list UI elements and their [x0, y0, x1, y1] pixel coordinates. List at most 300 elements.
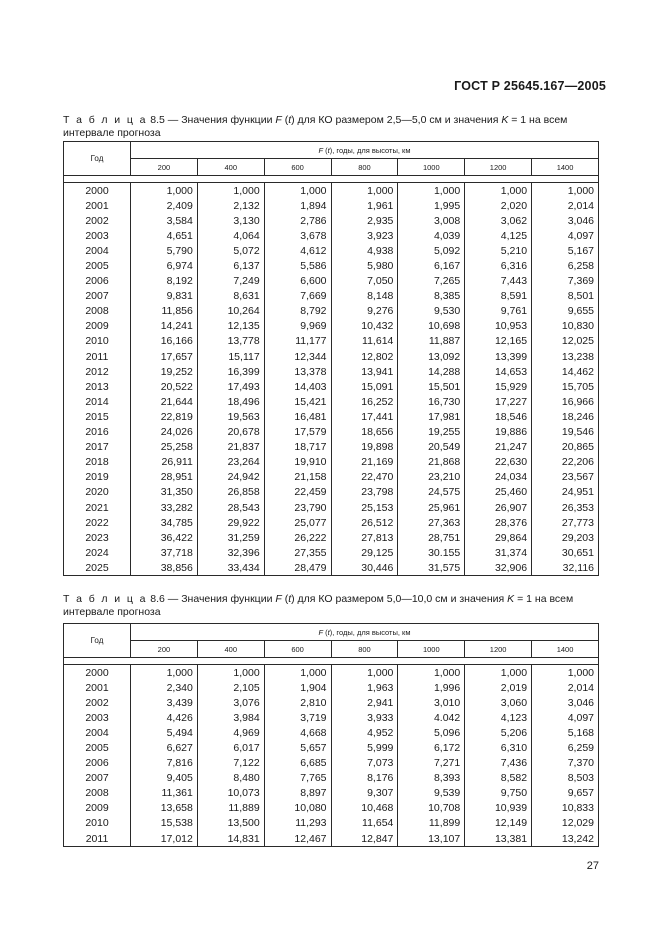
value-cell: 9,655: [532, 304, 599, 319]
value-cell: 18,246: [532, 409, 599, 424]
value-cell: 6,974: [131, 258, 198, 273]
table-row: [64, 289, 599, 304]
value-cell: 4,668: [264, 725, 331, 740]
value-cell: 14,831: [197, 831, 264, 847]
value-cell: 3,046: [532, 213, 599, 228]
height-header: 200: [131, 159, 198, 176]
height-header: 400: [197, 159, 264, 176]
value-cell: 6,310: [465, 740, 532, 755]
value-cell: 6,167: [398, 258, 465, 273]
value-cell: 12,135: [197, 319, 264, 334]
table-row: [64, 274, 599, 289]
table-row: [64, 801, 599, 816]
value-cell: 26,907: [465, 500, 532, 515]
height-header: 200: [131, 641, 198, 658]
value-cell: 29,864: [465, 530, 532, 545]
year-cell: 2022: [64, 515, 131, 530]
table-row: [64, 665, 599, 681]
value-cell: 18,717: [264, 440, 331, 455]
year-cell: 2010: [64, 816, 131, 831]
year-cell: 2016: [64, 425, 131, 440]
value-cell: 12,149: [465, 816, 532, 831]
value-cell: 3,008: [398, 213, 465, 228]
value-cell: 11,293: [264, 816, 331, 831]
value-cell: 10,708: [398, 801, 465, 816]
value-cell: 23,210: [398, 470, 465, 485]
value-cell: 32,906: [465, 560, 532, 576]
value-cell: 25,153: [331, 500, 398, 515]
value-cell: 14,462: [532, 364, 599, 379]
value-cell: 19,255: [398, 425, 465, 440]
value-cell: 14,288: [398, 364, 465, 379]
value-cell: 22,459: [264, 485, 331, 500]
value-cell: 8,176: [331, 771, 398, 786]
value-cell: 10,833: [532, 801, 599, 816]
value-cell: 12,029: [532, 816, 599, 831]
value-cell: 6,172: [398, 740, 465, 755]
year-cell: 2024: [64, 545, 131, 560]
year-cell: 2018: [64, 455, 131, 470]
value-cell: 1,000: [264, 665, 331, 681]
year-cell: 2007: [64, 289, 131, 304]
value-cell: 5,206: [465, 725, 532, 740]
value-cell: 7,073: [331, 756, 398, 771]
value-cell: 25,460: [465, 485, 532, 500]
value-cell: 30,446: [331, 560, 398, 576]
value-cell: 4,612: [264, 243, 331, 258]
value-cell: 11,856: [131, 304, 198, 319]
value-cell: 21,169: [331, 455, 398, 470]
value-cell: 9,307: [331, 786, 398, 801]
table-row: [64, 228, 599, 243]
value-cell: 15,929: [465, 379, 532, 394]
value-cell: 2,014: [532, 680, 599, 695]
value-cell: 1,000: [465, 183, 532, 199]
height-header-row: [64, 159, 599, 176]
value-cell: 10,953: [465, 319, 532, 334]
value-cell: 5,657: [264, 740, 331, 755]
value-cell: 19,898: [331, 440, 398, 455]
function-group-header: F (t), годы, для высоты, км: [131, 142, 599, 159]
value-cell: 6,316: [465, 258, 532, 273]
value-cell: 1,000: [131, 665, 198, 681]
value-cell: 2,810: [264, 695, 331, 710]
value-cell: 31,374: [465, 545, 532, 560]
year-cell: 2006: [64, 274, 131, 289]
value-cell: 8,582: [465, 771, 532, 786]
value-cell: 8,897: [264, 786, 331, 801]
value-cell: 29,922: [197, 515, 264, 530]
value-cell: 4,125: [465, 228, 532, 243]
value-cell: 9,530: [398, 304, 465, 319]
value-cell: 11,654: [331, 816, 398, 831]
value-cell: 31,575: [398, 560, 465, 576]
value-cell: 1,000: [197, 665, 264, 681]
height-header: 1200: [465, 159, 532, 176]
table-row: [64, 740, 599, 755]
value-cell: 6,258: [532, 258, 599, 273]
height-header: 600: [264, 159, 331, 176]
value-cell: 32,396: [197, 545, 264, 560]
value-cell: 16,166: [131, 334, 198, 349]
value-cell: 2,020: [465, 198, 532, 213]
year-cell: 2009: [64, 319, 131, 334]
value-cell: 2,409: [131, 198, 198, 213]
value-cell: 12,847: [331, 831, 398, 847]
table-row: [64, 409, 599, 424]
value-cell: 7,369: [532, 274, 599, 289]
value-cell: 19,252: [131, 364, 198, 379]
table-8-5-caption: Т а б л и ц а 8.5 — Значения функции F (t) для КО размером 2,5—5,0 см и значения K = 1 на всем интервале прогноза: [63, 114, 568, 139]
value-cell: 7,816: [131, 756, 198, 771]
table-row: [64, 213, 599, 228]
value-cell: 27,363: [398, 515, 465, 530]
year-cell: 2010: [64, 334, 131, 349]
value-cell: 7,443: [465, 274, 532, 289]
value-cell: 27,773: [532, 515, 599, 530]
value-cell: 4,969: [197, 725, 264, 740]
value-cell: 3,010: [398, 695, 465, 710]
value-cell: 9,750: [465, 786, 532, 801]
value-cell: 23,567: [532, 470, 599, 485]
value-cell: 2,014: [532, 198, 599, 213]
value-cell: 26,512: [331, 515, 398, 530]
value-cell: 3,060: [465, 695, 532, 710]
value-cell: 17,227: [465, 394, 532, 409]
value-cell: 4.042: [398, 710, 465, 725]
year-cell: 2011: [64, 349, 131, 364]
value-cell: 5,168: [532, 725, 599, 740]
value-cell: 19,910: [264, 455, 331, 470]
value-cell: 15,091: [331, 379, 398, 394]
value-cell: 3,046: [532, 695, 599, 710]
value-cell: 31,259: [197, 530, 264, 545]
value-cell: 2,105: [197, 680, 264, 695]
year-cell: 2005: [64, 258, 131, 273]
value-cell: 10,939: [465, 801, 532, 816]
value-cell: 30,651: [532, 545, 599, 560]
table-row: [64, 725, 599, 740]
value-cell: 27,355: [264, 545, 331, 560]
value-cell: 13,238: [532, 349, 599, 364]
table-row: [64, 319, 599, 334]
value-cell: 36,422: [131, 530, 198, 545]
table-8-5: [63, 141, 599, 576]
value-cell: 23,798: [331, 485, 398, 500]
value-cell: 21,247: [465, 440, 532, 455]
value-cell: 30.155: [398, 545, 465, 560]
value-cell: 5,210: [465, 243, 532, 258]
value-cell: 22,470: [331, 470, 398, 485]
value-cell: 28,951: [131, 470, 198, 485]
value-cell: 4,426: [131, 710, 198, 725]
value-cell: 20,522: [131, 379, 198, 394]
value-cell: 6,137: [197, 258, 264, 273]
value-cell: 21,644: [131, 394, 198, 409]
value-cell: 7,271: [398, 756, 465, 771]
value-cell: 13,242: [532, 831, 599, 847]
height-header: 400: [197, 641, 264, 658]
value-cell: 7,265: [398, 274, 465, 289]
value-cell: 19,563: [197, 409, 264, 424]
value-cell: 24,026: [131, 425, 198, 440]
value-cell: 25,077: [264, 515, 331, 530]
table-row: [64, 258, 599, 273]
value-cell: 4,097: [532, 228, 599, 243]
value-cell: 3,719: [264, 710, 331, 725]
value-cell: 17,012: [131, 831, 198, 847]
value-cell: 2,786: [264, 213, 331, 228]
table-row: [64, 560, 599, 576]
value-cell: 13,778: [197, 334, 264, 349]
year-cell: 2008: [64, 786, 131, 801]
value-cell: 1,961: [331, 198, 398, 213]
value-cell: 7,249: [197, 274, 264, 289]
year-cell: 2003: [64, 710, 131, 725]
value-cell: 29,203: [532, 530, 599, 545]
year-cell: 2004: [64, 725, 131, 740]
value-cell: 33,434: [197, 560, 264, 576]
value-cell: 25,258: [131, 440, 198, 455]
year-cell: 2003: [64, 228, 131, 243]
value-cell: 15,117: [197, 349, 264, 364]
year-cell: 2009: [64, 801, 131, 816]
value-cell: 15,421: [264, 394, 331, 409]
year-column-header: Год: [64, 624, 131, 658]
value-cell: 8,792: [264, 304, 331, 319]
value-cell: 10,073: [197, 786, 264, 801]
value-cell: 22,206: [532, 455, 599, 470]
value-cell: 34,785: [131, 515, 198, 530]
value-cell: 2,132: [197, 198, 264, 213]
value-cell: 4,651: [131, 228, 198, 243]
year-cell: 2008: [64, 304, 131, 319]
value-cell: 1,000: [197, 183, 264, 199]
height-header: 600: [264, 641, 331, 658]
value-cell: 8,503: [532, 771, 599, 786]
value-cell: 24,942: [197, 470, 264, 485]
value-cell: 11,889: [197, 801, 264, 816]
year-cell: 2000: [64, 183, 131, 199]
value-cell: 6,259: [532, 740, 599, 755]
value-cell: 22,630: [465, 455, 532, 470]
value-cell: 9,831: [131, 289, 198, 304]
value-cell: 2,019: [465, 680, 532, 695]
value-cell: 1,894: [264, 198, 331, 213]
year-cell: 2012: [64, 364, 131, 379]
value-cell: 26,222: [264, 530, 331, 545]
year-cell: 2000: [64, 665, 131, 681]
table-row: [64, 470, 599, 485]
value-cell: 12,802: [331, 349, 398, 364]
value-cell: 10,468: [331, 801, 398, 816]
value-cell: 10,830: [532, 319, 599, 334]
value-cell: 5,072: [197, 243, 264, 258]
value-cell: 2,340: [131, 680, 198, 695]
value-cell: 9,276: [331, 304, 398, 319]
function-group-header: F (t), годы, для высоты, км: [131, 624, 599, 641]
year-cell: 2017: [64, 440, 131, 455]
value-cell: 28,543: [197, 500, 264, 515]
year-cell: 2004: [64, 243, 131, 258]
value-cell: 9,657: [532, 786, 599, 801]
value-cell: 1,000: [331, 183, 398, 199]
value-cell: 1,000: [532, 183, 599, 199]
height-header: 1000: [398, 159, 465, 176]
value-cell: 17,441: [331, 409, 398, 424]
value-cell: 1,000: [465, 665, 532, 681]
value-cell: 8,480: [197, 771, 264, 786]
value-cell: 3,062: [465, 213, 532, 228]
table-row: [64, 379, 599, 394]
value-cell: 8,192: [131, 274, 198, 289]
value-cell: 15,538: [131, 816, 198, 831]
value-cell: 12,025: [532, 334, 599, 349]
value-cell: 5,167: [532, 243, 599, 258]
table-row: [64, 530, 599, 545]
value-cell: 5,494: [131, 725, 198, 740]
table-row: [64, 485, 599, 500]
value-cell: 8,591: [465, 289, 532, 304]
value-cell: 8,501: [532, 289, 599, 304]
value-cell: 6,017: [197, 740, 264, 755]
value-cell: 16,481: [264, 409, 331, 424]
value-cell: 3,076: [197, 695, 264, 710]
value-cell: 16,730: [398, 394, 465, 409]
year-cell: 2001: [64, 680, 131, 695]
value-cell: 20,865: [532, 440, 599, 455]
year-cell: 2011: [64, 831, 131, 847]
value-cell: 24,575: [398, 485, 465, 500]
value-cell: 26,353: [532, 500, 599, 515]
value-cell: 13,107: [398, 831, 465, 847]
value-cell: 7,050: [331, 274, 398, 289]
value-cell: 5,790: [131, 243, 198, 258]
height-header: 1400: [532, 159, 599, 176]
value-cell: 10,264: [197, 304, 264, 319]
value-cell: 22,819: [131, 409, 198, 424]
value-cell: 13,658: [131, 801, 198, 816]
value-cell: 15,705: [532, 379, 599, 394]
value-cell: 13,399: [465, 349, 532, 364]
value-cell: 25,961: [398, 500, 465, 515]
value-cell: 16,252: [331, 394, 398, 409]
value-cell: 18,656: [331, 425, 398, 440]
value-cell: 28,376: [465, 515, 532, 530]
table-row: [64, 756, 599, 771]
year-cell: 2005: [64, 740, 131, 755]
value-cell: 1,000: [532, 665, 599, 681]
value-cell: 13,381: [465, 831, 532, 847]
value-cell: 4,123: [465, 710, 532, 725]
value-cell: 5,586: [264, 258, 331, 273]
value-cell: 3,923: [331, 228, 398, 243]
table-row: [64, 198, 599, 213]
value-cell: 9,969: [264, 319, 331, 334]
value-cell: 7,122: [197, 756, 264, 771]
table-row: [64, 710, 599, 725]
value-cell: 4,938: [331, 243, 398, 258]
value-cell: 24,034: [465, 470, 532, 485]
value-cell: 7,370: [532, 756, 599, 771]
value-cell: 28,479: [264, 560, 331, 576]
value-cell: 11,361: [131, 786, 198, 801]
value-cell: 21,158: [264, 470, 331, 485]
table-row: [64, 304, 599, 319]
value-cell: 18,496: [197, 394, 264, 409]
value-cell: 11,887: [398, 334, 465, 349]
table-row: [64, 816, 599, 831]
value-cell: 4,097: [532, 710, 599, 725]
value-cell: 3,439: [131, 695, 198, 710]
value-cell: 2,935: [331, 213, 398, 228]
year-cell: 2007: [64, 771, 131, 786]
value-cell: 5,999: [331, 740, 398, 755]
year-cell: 2020: [64, 485, 131, 500]
value-cell: 3,933: [331, 710, 398, 725]
year-cell: 2019: [64, 470, 131, 485]
value-cell: 17,657: [131, 349, 198, 364]
year-cell: 2006: [64, 756, 131, 771]
value-cell: 8,393: [398, 771, 465, 786]
value-cell: 5,096: [398, 725, 465, 740]
value-cell: 17,579: [264, 425, 331, 440]
value-cell: 13,378: [264, 364, 331, 379]
value-cell: 28,751: [398, 530, 465, 545]
table-row: [64, 831, 599, 847]
year-column-header: Год: [64, 142, 131, 176]
table-row: [64, 440, 599, 455]
value-cell: 1,996: [398, 680, 465, 695]
value-cell: 20,549: [398, 440, 465, 455]
table-row: [64, 786, 599, 801]
value-cell: 27,813: [331, 530, 398, 545]
page-number: 27: [586, 860, 599, 872]
value-cell: 14,241: [131, 319, 198, 334]
height-header: 1000: [398, 641, 465, 658]
value-cell: 12,165: [465, 334, 532, 349]
table-row: [64, 243, 599, 258]
value-cell: 11,177: [264, 334, 331, 349]
value-cell: 10,432: [331, 319, 398, 334]
height-header: 1400: [532, 641, 599, 658]
value-cell: 38,856: [131, 560, 198, 576]
year-cell: 2002: [64, 213, 131, 228]
table-row: [64, 364, 599, 379]
table-row: [64, 515, 599, 530]
value-cell: 21,868: [398, 455, 465, 470]
value-cell: 7,669: [264, 289, 331, 304]
table-row: [64, 680, 599, 695]
table-row: [64, 425, 599, 440]
value-cell: 1,000: [398, 665, 465, 681]
value-cell: 7,765: [264, 771, 331, 786]
value-cell: 4,064: [197, 228, 264, 243]
table-8-6-caption: Т а б л и ц а 8.6 — Значения функции F (t) для КО размером 5,0—10,0 см и значения K = 1 на всем интервале прогноза: [63, 593, 574, 618]
year-cell: 2025: [64, 560, 131, 576]
value-cell: 2,941: [331, 695, 398, 710]
value-cell: 4,039: [398, 228, 465, 243]
table-row: [64, 771, 599, 786]
document-id: ГОСТ Р 25645.167—2005: [454, 79, 606, 93]
value-cell: 3,984: [197, 710, 264, 725]
value-cell: 3,584: [131, 213, 198, 228]
table-row: [64, 394, 599, 409]
value-cell: 15,501: [398, 379, 465, 394]
value-cell: 9,539: [398, 786, 465, 801]
table-row: [64, 183, 599, 199]
value-cell: 23,264: [197, 455, 264, 470]
